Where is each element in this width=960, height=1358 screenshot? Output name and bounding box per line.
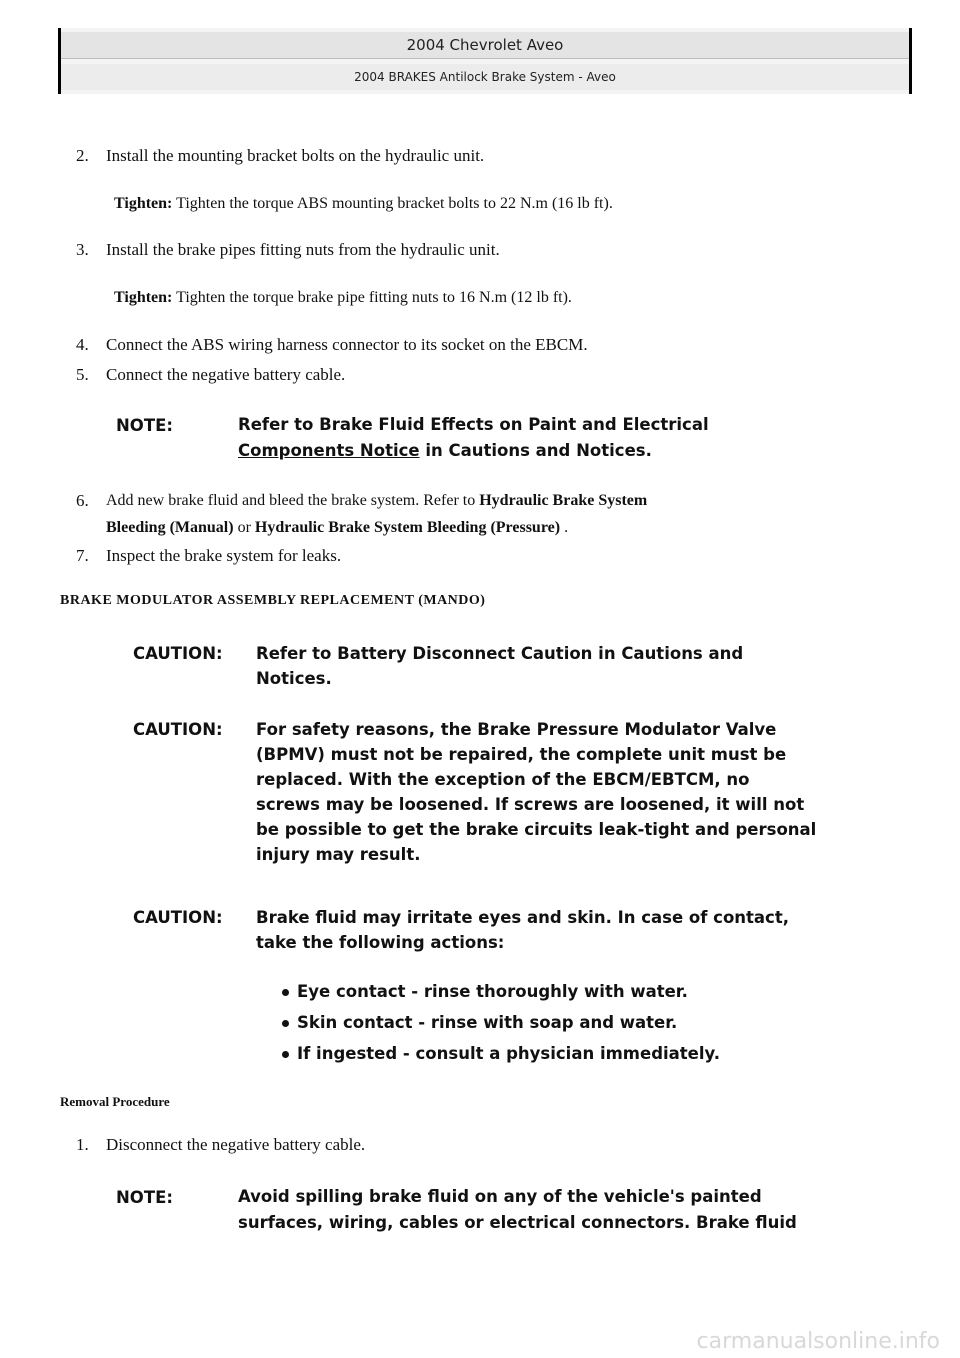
step-text: Disconnect the negative battery cable.	[106, 1135, 366, 1154]
header-subtitle: 2004 BRAKES Antilock Brake System - Aveo	[61, 64, 909, 90]
bullet-item	[282, 980, 688, 1004]
caution-line: Brake fluid may irritate eyes and skin. In case of contact,	[256, 908, 789, 927]
step-6-end: .	[560, 519, 569, 536]
step-number: 1.	[76, 1135, 89, 1154]
step-number: 4.	[76, 335, 89, 354]
page-header	[58, 28, 912, 94]
caution-line: Notices.	[256, 669, 332, 688]
caution-line: take the following actions:	[256, 933, 505, 952]
note-label: NOTE:	[116, 1188, 173, 1207]
bullet-item	[282, 1011, 677, 1035]
header-title: 2004 Chevrolet Aveo	[61, 32, 909, 59]
note-line: Avoid spilling brake fluid on any of the vehicle's painted	[238, 1187, 762, 1206]
note-label: NOTE:	[116, 416, 173, 435]
caution-line: screws may be loosened. If screws are loosened, it will not	[256, 795, 805, 814]
tighten-spec-2	[114, 287, 572, 309]
step-number: 2.	[76, 146, 89, 165]
caution-label: CAUTION:	[133, 644, 223, 663]
caution-line: replaced. With the exception of the EBCM/EBTCM, no	[256, 770, 750, 789]
step-number: 5.	[76, 365, 89, 384]
caution-label: CAUTION:	[133, 720, 223, 739]
note-body-2	[238, 1184, 797, 1236]
step-text: Connect the ABS wiring harness connector to its socket on the EBCM.	[106, 335, 588, 354]
note-line-2	[238, 438, 709, 464]
step-number: 6.	[76, 491, 89, 510]
step-text: Install the brake pipes fitting nuts from the hydraulic unit.	[106, 240, 500, 259]
tighten-label: Tighten:	[114, 195, 173, 212]
hydraulic-bleeding-pressure-link[interactable]: Hydraulic Brake System Bleeding (Pressure)	[254, 519, 561, 536]
note-line-2-rest: in Cautions and Notices.	[419, 441, 652, 460]
bullet-text: If ingested - consult a physician immediately.	[297, 1044, 721, 1063]
bullet-icon	[282, 1051, 289, 1058]
section-title: BRAKE MODULATOR ASSEMBLY REPLACEMENT (MANDO)	[60, 593, 486, 608]
step-number: 3.	[76, 240, 89, 259]
bullet-text: Skin contact - rinse with soap and water.	[297, 1013, 678, 1032]
bullet-item	[282, 1042, 720, 1066]
caution-body-2	[256, 717, 816, 867]
subsection-title: Removal Procedure	[60, 1094, 170, 1109]
bullet-text: Eye contact - rinse thoroughly with water.	[297, 982, 688, 1001]
tighten-spec-1	[114, 193, 613, 215]
note-body	[238, 412, 709, 464]
step-6-line-1	[106, 490, 647, 512]
step-6-text: Add new brake fluid and bleed the brake system. Refer to	[106, 492, 480, 509]
caution-line: injury may result.	[256, 845, 421, 864]
caution-body-1	[256, 641, 743, 691]
step-6-or: or	[233, 519, 255, 536]
step-6-line-2	[106, 517, 568, 539]
step-number: 7.	[76, 546, 89, 565]
bullet-icon	[282, 1020, 289, 1027]
hydraulic-bleeding-manual-link[interactable]: Hydraulic Brake System	[479, 492, 648, 509]
caution-label: CAUTION:	[133, 908, 223, 927]
caution-line: For safety reasons, the Brake Pressure Modulator Valve	[256, 720, 777, 739]
caution-line: Refer to Battery Disconnect Caution in Cautions and	[256, 644, 744, 663]
step-text: Install the mounting bracket bolts on the hydraulic unit.	[106, 146, 485, 165]
bullet-icon	[282, 989, 289, 996]
note-line-1: Refer to Brake Fluid Effects on Paint and Electrical	[238, 415, 709, 434]
hydraulic-bleeding-manual-link-cont[interactable]: Bleeding (Manual)	[106, 519, 234, 536]
caution-line: be possible to get the brake circuits leak-tight and personal	[256, 820, 817, 839]
components-notice-link[interactable]: Components Notice	[238, 441, 420, 460]
step-text: Inspect the brake system for leaks.	[106, 546, 342, 565]
step-text: Connect the negative battery cable.	[106, 365, 346, 384]
tighten-text: Tighten the torque ABS mounting bracket bolts to 22 N.m (16 lb ft).	[176, 195, 613, 212]
watermark-footer: carmanualsonline.info	[696, 1329, 940, 1354]
caution-body-3	[256, 905, 789, 955]
tighten-label: Tighten:	[114, 289, 173, 306]
tighten-text: Tighten the torque brake pipe fitting nuts to 16 N.m (12 lb ft).	[176, 289, 572, 306]
note-line: surfaces, wiring, cables or electrical connectors. Brake fluid	[238, 1213, 797, 1232]
caution-line: (BPMV) must not be repaired, the complete unit must be	[256, 745, 787, 764]
